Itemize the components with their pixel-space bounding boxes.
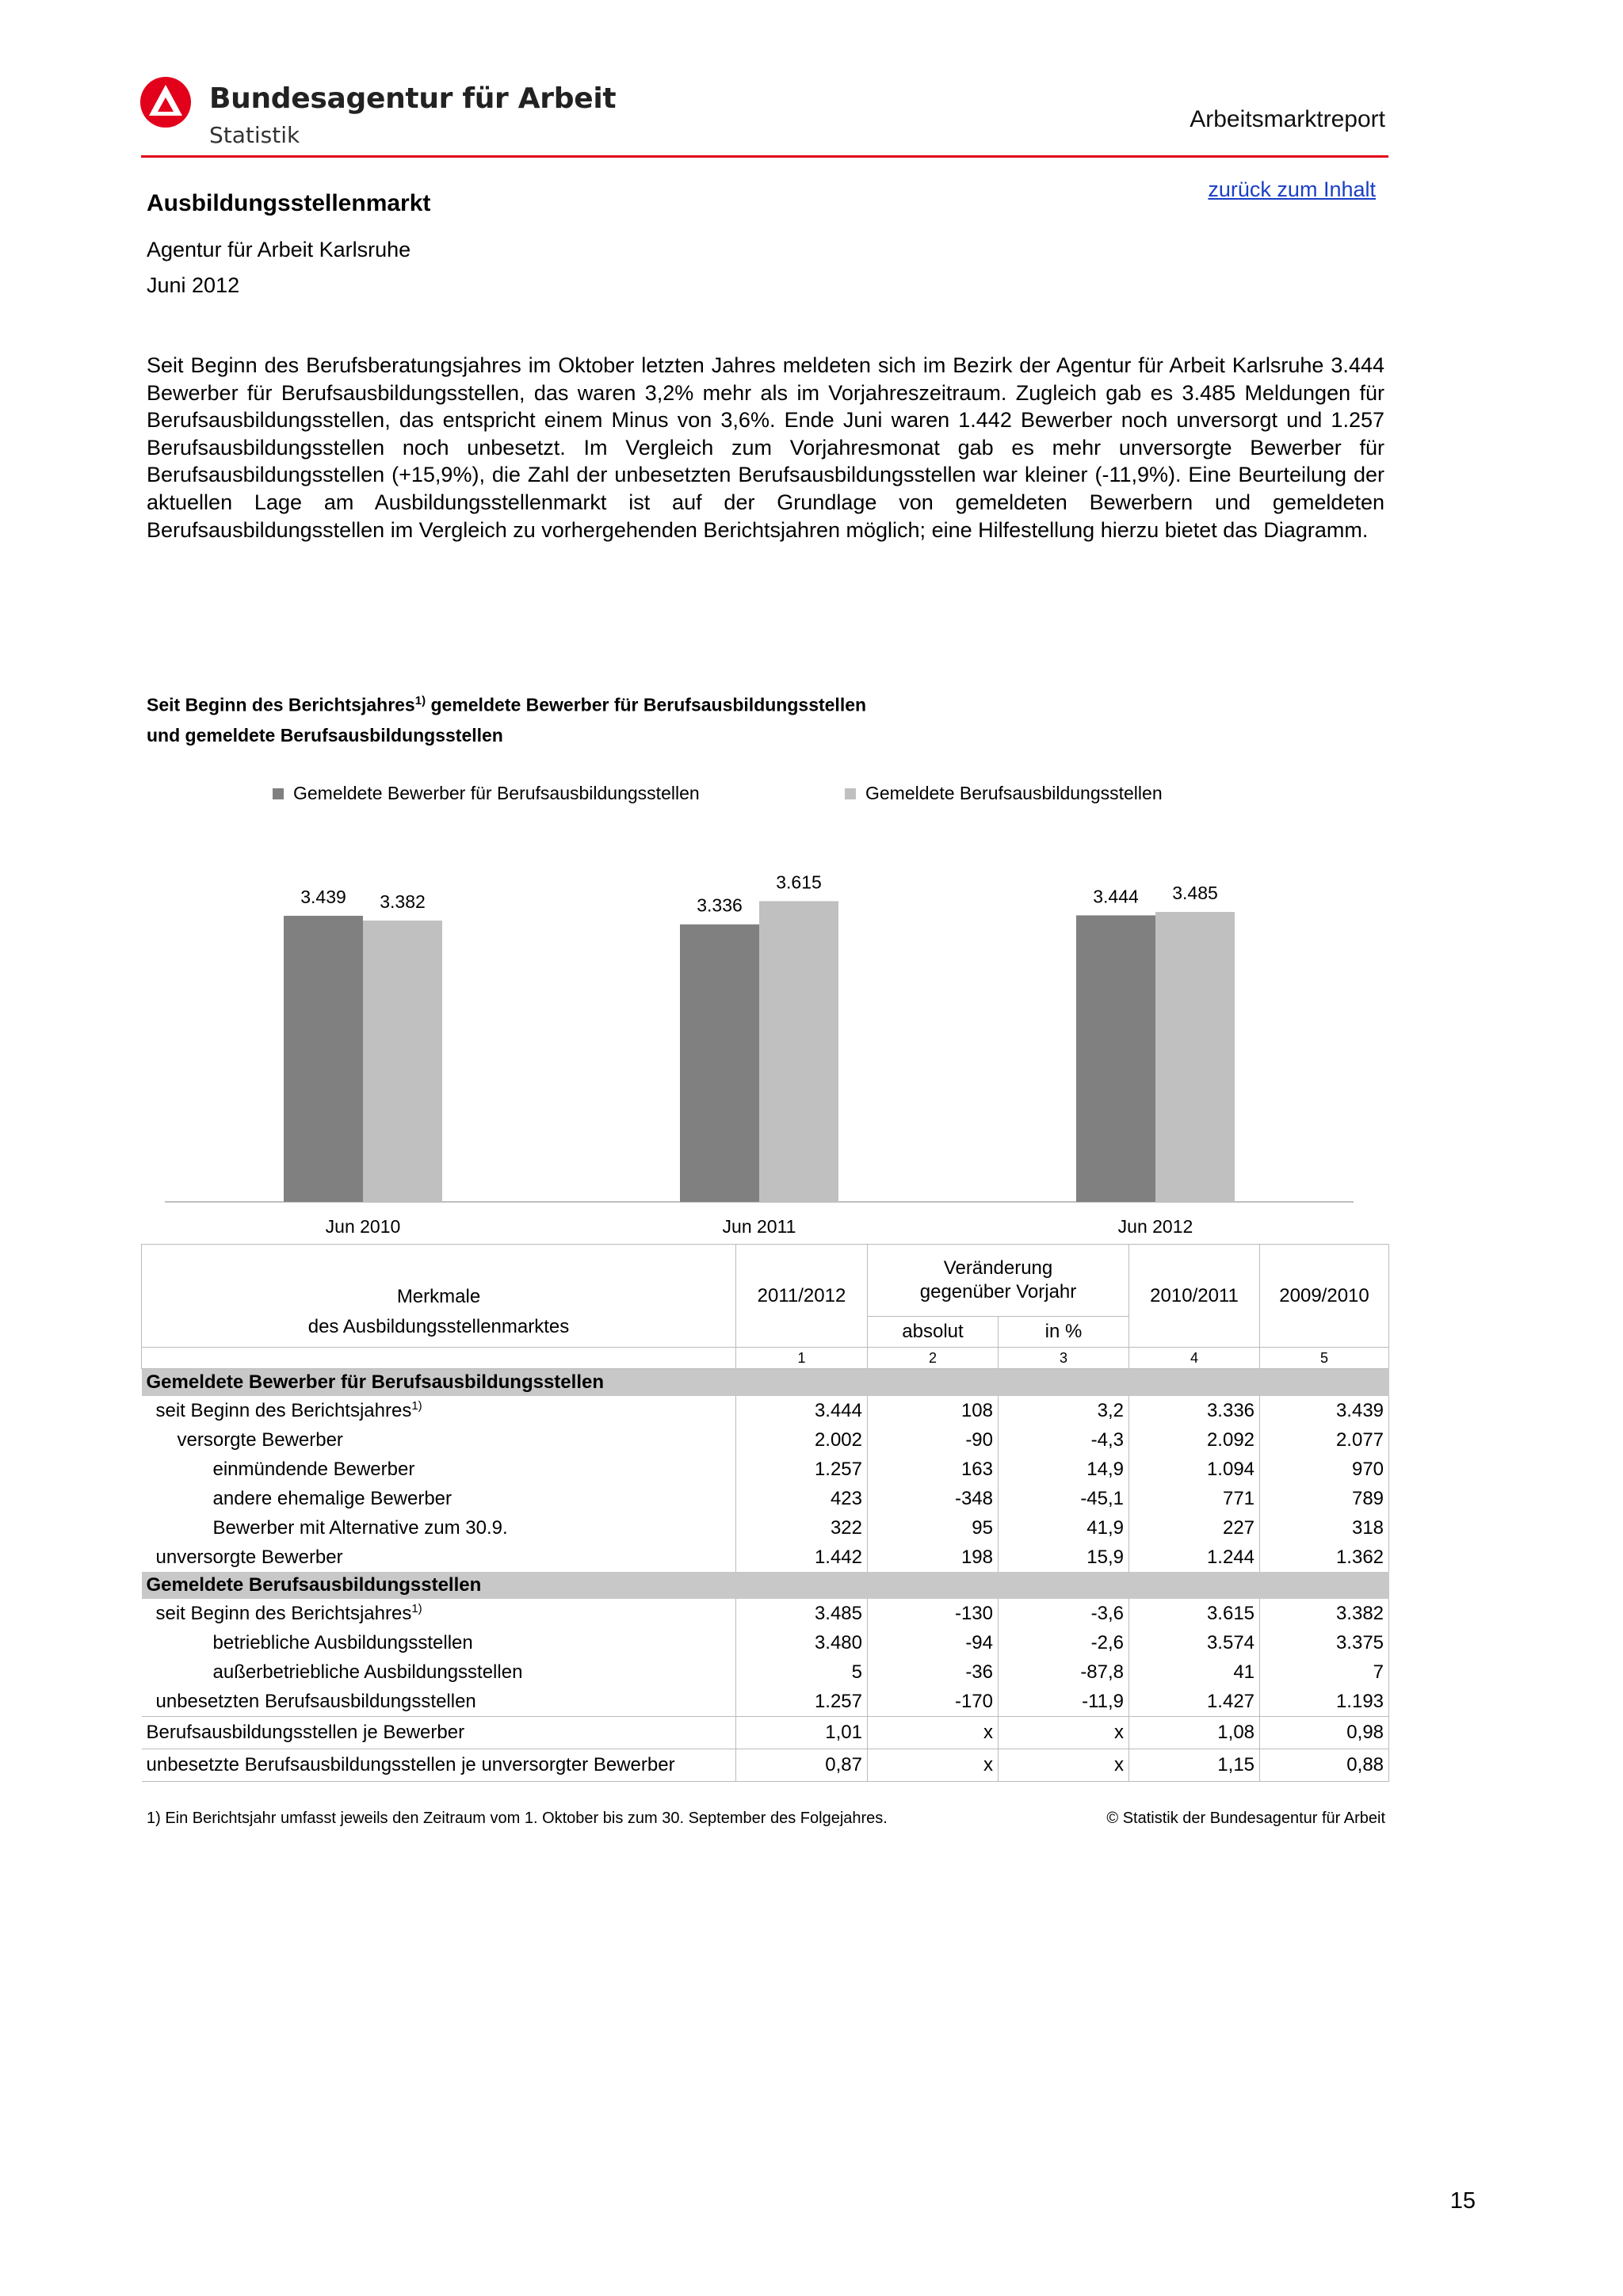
table-row (142, 1657, 1389, 1687)
cell-value: 423 (736, 1484, 868, 1513)
legend-swatch (845, 788, 856, 799)
chart-bar (1076, 915, 1155, 1202)
chart-title-part2: gemeldete Bewerber für Berufsausbildungsstellen (426, 694, 867, 715)
cell-value: 1,08 (1129, 1717, 1260, 1749)
column-index: 3 (999, 1348, 1129, 1369)
cell-value: 3.444 (736, 1396, 868, 1425)
cell-value: 14,9 (999, 1455, 1129, 1484)
cell-value: 1,01 (736, 1717, 868, 1749)
table-row (142, 1599, 1389, 1628)
report-title: Arbeitsmarktreport (1190, 106, 1385, 132)
header-2011-2012: 2011/2012 (736, 1245, 868, 1348)
cell-value: 41,9 (999, 1513, 1129, 1543)
cell-value: 3.382 (1260, 1599, 1389, 1628)
row-label-text: Berufsausbildungsstellen je Bewerber (146, 1722, 465, 1743)
legend-swatch (273, 788, 284, 799)
cell-value: 0,98 (1260, 1717, 1389, 1749)
row-label-text: Bewerber mit Alternative zum 30.9. (212, 1516, 508, 1539)
column-index: 1 (736, 1348, 868, 1369)
cell-value: x (868, 1749, 999, 1782)
bar-value-label: 3.615 (776, 871, 822, 893)
row-label-text: außerbetriebliche Ausbildungsstellen (212, 1661, 523, 1683)
cell-value: 1.442 (736, 1543, 868, 1572)
cell-value: 318 (1260, 1513, 1389, 1543)
row-label (142, 1599, 736, 1628)
table-row (142, 1687, 1389, 1717)
chart-bar (680, 925, 759, 1202)
table-row (142, 1396, 1389, 1425)
table-row (142, 1628, 1389, 1657)
cell-value: 970 (1260, 1455, 1389, 1484)
cell-value: 163 (868, 1455, 999, 1484)
brand-name: Bundesagentur für Arbeit (209, 82, 617, 115)
cell-value: -87,8 (999, 1657, 1129, 1687)
group-cell (868, 1572, 999, 1599)
cell-value: 108 (868, 1396, 999, 1425)
chart-title-footnote-mark: 1) (414, 694, 426, 707)
group-bewerber-label: Gemeldete Bewerber für Berufsausbildungsstellen (142, 1369, 736, 1397)
cell-value: -94 (868, 1628, 999, 1657)
cell-value: -36 (868, 1657, 999, 1687)
bar-chart (158, 784, 1363, 1244)
row-label (142, 1543, 736, 1572)
x-tick-label: Jun 2011 (722, 1216, 796, 1237)
bewerber-section (142, 1369, 1389, 1573)
chart-title-part1: Seit Beginn des Berichtsjahres (147, 694, 415, 715)
bar-value-label: 3.336 (697, 894, 743, 916)
ba-logo (139, 76, 192, 128)
chart-bar (1155, 912, 1235, 1202)
cell-value: 3.375 (1260, 1628, 1389, 1657)
cell-value: 789 (1260, 1484, 1389, 1513)
cell-value: -2,6 (999, 1628, 1129, 1657)
column-index: 5 (1260, 1348, 1389, 1369)
cell-value: 1.362 (1260, 1543, 1389, 1572)
table-row (142, 1543, 1389, 1572)
report-month: Juni 2012 (147, 273, 240, 297)
row-label (142, 1513, 736, 1543)
footnote-mark: 1) (411, 1602, 422, 1615)
table-row (142, 1484, 1389, 1513)
row-label-text: andere ehemalige Bewerber (212, 1487, 453, 1509)
chart-bar (363, 921, 442, 1202)
row-label (142, 1628, 736, 1657)
row-label (142, 1687, 736, 1717)
cell-value: -130 (868, 1599, 999, 1628)
cell-value: 227 (1129, 1513, 1260, 1543)
cell-value: -11,9 (999, 1687, 1129, 1717)
row-label-text: seit Beginn des Berichtsjahres (155, 1400, 412, 1421)
table-row (142, 1749, 1389, 1782)
header-veraenderung-line2: gegenüber Vorjahr (919, 1281, 1077, 1302)
cell-value: 1,15 (1129, 1749, 1260, 1782)
cell-value: 322 (736, 1513, 868, 1543)
cell-value: x (999, 1717, 1129, 1749)
footnote: 1) Ein Berichtsjahr umfasst jeweils den Zeitraum vom 1. Oktober bis zum 30. September des Folgejahres. (147, 1810, 888, 1827)
ratio-section (142, 1717, 1389, 1782)
cell-value: 3.574 (1129, 1628, 1260, 1657)
cell-value: 3.439 (1260, 1396, 1389, 1425)
row-label-text: versorgte Bewerber (177, 1428, 343, 1451)
brand-subtitle: Statistik (209, 122, 300, 148)
cell-value: 1.094 (1129, 1455, 1260, 1484)
cell-value: 41 (1129, 1657, 1260, 1687)
row-label (142, 1425, 736, 1455)
cell-value: 1.257 (736, 1687, 868, 1717)
row-label-text: einmündende Bewerber (212, 1458, 415, 1480)
row-label-text: unversorgte Bewerber (155, 1546, 343, 1568)
intro-paragraph: Seit Beginn des Berufsberatungsjahres im Oktober letzten Jahres meldeten sich im Bezirk der Agentur für Arbeit Karlsruhe 3.444 Bewerber für Berufsausbildungsstellen, das waren 3,2% mehr als im Vorjahreszeitraum. Zugleich gab es 3.485 Meldungen für Berufsausbildungsstellen, das entspricht einem Minus von 3,6%. Ende Juni waren 1.442 Bewerber noch unversorgt und 1.257 Berufsausbildungsstellen noch unbesetzt. Im Vergleich zum Vorjahresmonat gab es mehr unversorgte Bewerber für Berufsausbildungsstellen (+15,9%), die Zahl der unbesetzten Berufsausbildungsstellen war kleiner (-11,9%). Eine Beurteilung der aktuellen Lage am Ausbildungsstellenmarkt ist auf der Grundlage von gemeldeten Bewerbern und gemeldeten Berufsausbildungsstellen im Vergleich zu vorhergehenden Berichtsjahren möglich; eine Hilfestellung hierzu bietet das Diagramm. (147, 353, 1384, 542)
cell-value: 3.480 (736, 1628, 868, 1657)
cell-value: -90 (868, 1425, 999, 1455)
bar-value-label: 3.444 (1093, 886, 1139, 907)
copyright: © Statistik der Bundesagentur für Arbeit (1106, 1810, 1385, 1827)
column-index: 4 (1129, 1348, 1260, 1369)
legend-label: Gemeldete Berufsausbildungsstellen (865, 784, 1163, 803)
cell-value: 198 (868, 1543, 999, 1572)
header-in-prozent: in % (999, 1317, 1129, 1348)
cell-value: 771 (1129, 1484, 1260, 1513)
chart-bar (284, 916, 363, 1202)
cell-value: 2.002 (736, 1425, 868, 1455)
header-veraenderung (868, 1245, 1129, 1317)
header-veraenderung-line1: Veränderung (943, 1257, 1053, 1279)
group-cell (1129, 1572, 1260, 1599)
group-cell (1260, 1369, 1389, 1397)
header-divider (141, 155, 1388, 158)
group-cell (736, 1572, 868, 1599)
stellen-section (142, 1572, 1389, 1717)
cell-value: 1.193 (1260, 1687, 1389, 1717)
cell-value: -170 (868, 1687, 999, 1717)
group-cell (999, 1369, 1129, 1397)
cell-value: -45,1 (999, 1484, 1129, 1513)
header-2009-2010: 2009/2010 (1260, 1245, 1389, 1348)
row-label-text: seit Beginn des Berichtsjahres (155, 1603, 412, 1624)
row-label (142, 1717, 736, 1749)
chart-bar (759, 901, 838, 1202)
cell-value: 3,2 (999, 1396, 1129, 1425)
cell-value: 1.244 (1129, 1543, 1260, 1572)
row-label-text: unbesetzte Berufsausbildungsstellen je unversorgter Bewerber (146, 1754, 675, 1775)
chart-title-line2: und gemeldete Berufsausbildungsstellen (147, 724, 503, 746)
table-row (142, 1425, 1389, 1455)
cell-value: -3,6 (999, 1599, 1129, 1628)
header-merkmale-line1: Merkmale (396, 1286, 481, 1307)
table-row (142, 1455, 1389, 1484)
cell-value: -348 (868, 1484, 999, 1513)
header-absolut: absolut (868, 1317, 999, 1348)
legend-label: Gemeldete Bewerber für Berufsausbildungsstellen (293, 784, 700, 803)
header-merkmale-line2: des Ausbildungsstellenmarktes (307, 1316, 570, 1337)
x-tick-label: Jun 2012 (1117, 1216, 1193, 1237)
cell-value: 0,87 (736, 1749, 868, 1782)
cell-value: -4,3 (999, 1425, 1129, 1455)
row-label-text: unbesetzten Berufsausbildungsstellen (155, 1690, 476, 1712)
row-label (142, 1749, 736, 1782)
index-spacer (142, 1348, 736, 1369)
cell-value: 95 (868, 1513, 999, 1543)
row-label (142, 1396, 736, 1425)
group-cell (999, 1572, 1129, 1599)
cell-value: 15,9 (999, 1543, 1129, 1572)
footnote-mark: 1) (411, 1399, 422, 1413)
row-label (142, 1657, 736, 1687)
cell-value: 5 (736, 1657, 868, 1687)
group-stellen-label: Gemeldete Berufsausbildungsstellen (142, 1572, 736, 1599)
data-table (141, 1244, 1389, 1782)
cell-value: 1.427 (1129, 1687, 1260, 1717)
cell-value: x (999, 1749, 1129, 1782)
group-cell (1260, 1572, 1389, 1599)
cell-value: 2.077 (1260, 1425, 1389, 1455)
group-cell (868, 1369, 999, 1397)
bar-value-label: 3.485 (1172, 883, 1218, 904)
header-merkmale (142, 1245, 736, 1348)
cell-value: 7 (1260, 1657, 1389, 1687)
header-2010-2011: 2010/2011 (1129, 1245, 1260, 1348)
column-index: 2 (868, 1348, 999, 1369)
section-title: Ausbildungsstellenmarkt (147, 190, 431, 216)
x-tick-label: Jun 2010 (325, 1216, 401, 1237)
agency-name: Agentur für Arbeit Karlsruhe (147, 238, 411, 261)
bar-value-label: 3.382 (380, 891, 426, 912)
group-cell (1129, 1369, 1260, 1397)
group-cell (736, 1369, 868, 1397)
row-label-text: betriebliche Ausbildungsstellen (212, 1631, 473, 1653)
page-number: 15 (1449, 2188, 1476, 2214)
cell-value: 0,88 (1260, 1749, 1389, 1782)
cell-value: x (868, 1717, 999, 1749)
bar-value-label: 3.439 (300, 886, 346, 907)
table-row (142, 1513, 1389, 1543)
row-label (142, 1484, 736, 1513)
back-to-contents-link[interactable]: zurück zum Inhalt (1208, 177, 1376, 201)
cell-value: 3.336 (1129, 1396, 1260, 1425)
cell-value: 1.257 (736, 1455, 868, 1484)
cell-value: 3.485 (736, 1599, 868, 1628)
table-row (142, 1717, 1389, 1749)
cell-value: 3.615 (1129, 1599, 1260, 1628)
cell-value: 2.092 (1129, 1425, 1260, 1455)
row-label (142, 1455, 736, 1484)
chart-title (147, 686, 1098, 750)
